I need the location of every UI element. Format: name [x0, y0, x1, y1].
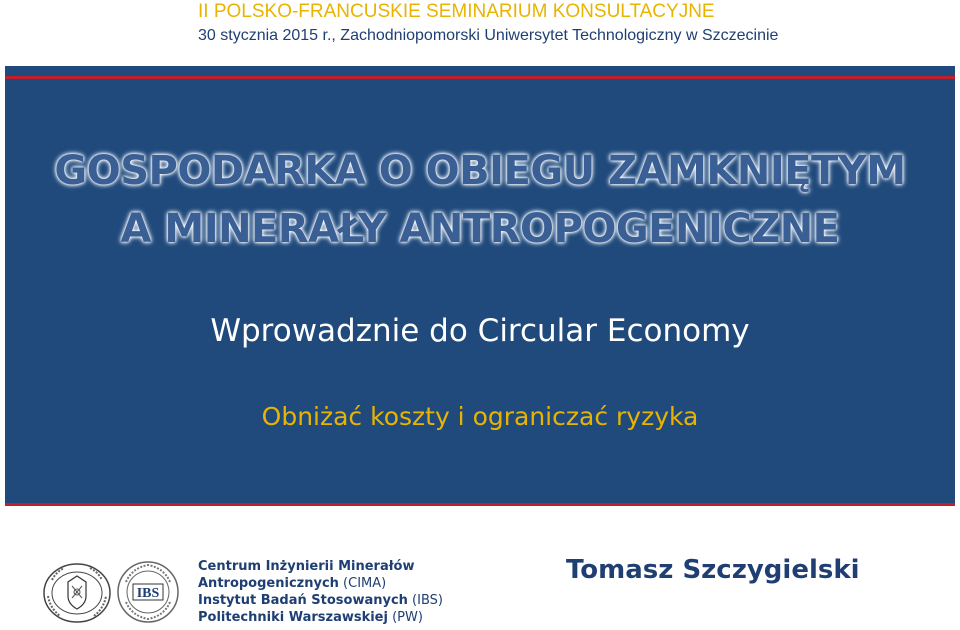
tagline: Obniżać koszty i ograniczać ryzyka: [261, 402, 699, 431]
title-banner: [5, 66, 955, 506]
main-title: [5, 142, 955, 258]
ibs-seal-icon: [116, 560, 180, 624]
affiliation-line-2: Antropogenicznych (CIMA): [198, 576, 387, 591]
seminar-title: II POLSKO-FRANCUSKIE SEMINARIUM KONSULTACYJNE: [198, 1, 715, 22]
svg-text:IBS: IBS: [136, 586, 160, 601]
seminar-date-place: 30 stycznia 2015 r., Zachodniopomorski Uniwersytet Technologiczny w Szczecinie: [198, 27, 779, 44]
affiliation-line-3: Instytut Badań Stosowanych (IBS): [198, 593, 443, 608]
affiliation-line-4: Politechniki Warszawskiej (PW): [198, 610, 423, 625]
subtitle: Wprowadznie do Circular Economy: [210, 313, 750, 349]
affiliation-block: [198, 558, 498, 626]
main-title-line-1: GOSPODARKA O OBIEGU ZAMKNIĘTYM: [54, 148, 906, 194]
main-title-line-2: A MINERAŁY ANTROPOGENICZNE: [120, 206, 840, 252]
banner-top-rule: [5, 76, 955, 79]
affiliation-line-1: Centrum Inżynierii Minerałów: [198, 559, 415, 574]
banner-bottom-rule: [5, 503, 955, 506]
politechnika-warszawska-seal-icon: [42, 562, 112, 624]
author-name: Tomasz Szczygielski: [566, 555, 860, 585]
